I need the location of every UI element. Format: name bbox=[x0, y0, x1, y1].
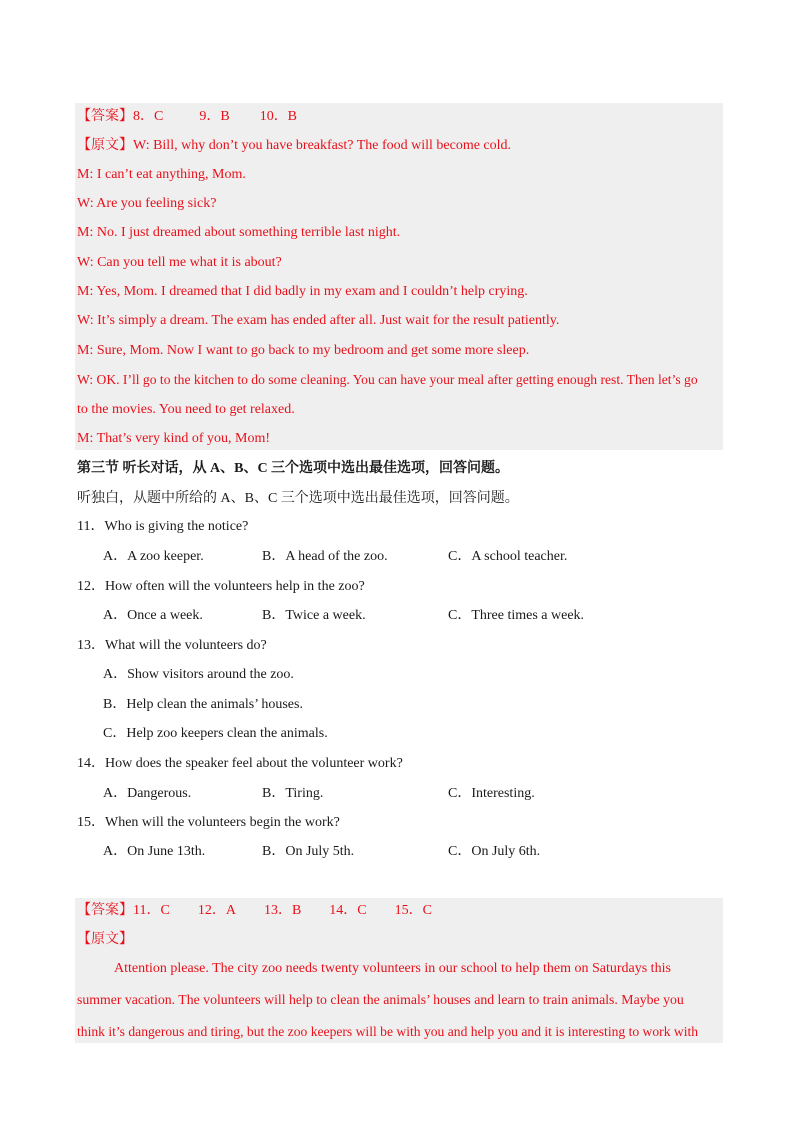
transcript-line: W: Are you feeling sick? bbox=[77, 196, 217, 211]
transcript-line: W: It’s simply a dream. The exam has ended after all. Just wait for the result patiently. bbox=[77, 313, 560, 328]
question-option: C．Three times a week. bbox=[448, 608, 585, 623]
question-option: C．Help zoo keepers clean the animals. bbox=[103, 726, 328, 741]
transcript-line: M: Sure, Mom. Now I want to go back to my bedroom and get some more sleep. bbox=[77, 343, 530, 358]
transcript-line: 【原文】W: Bill, why don’t you have breakfast? The food will become cold. bbox=[77, 138, 512, 153]
question-stem: 13．What will the volunteers do? bbox=[77, 638, 267, 653]
transcript-line: W: OK. I’ll go to the kitchen to do some cleaning. You can have your meal after getting enough rest. Then let’s go bbox=[77, 372, 698, 387]
answer-item: 12．A bbox=[197, 903, 236, 918]
transcript-line: M: Yes, Mom. I dreamed that I did badly in my exam and I couldn’t help crying. bbox=[77, 284, 528, 299]
question-option: B．A head of the zoo. bbox=[262, 549, 388, 564]
answer-item: 11．C bbox=[133, 903, 170, 918]
question-option: B．Tiring. bbox=[262, 786, 324, 801]
question-option: B．Help clean the animals’ houses. bbox=[103, 697, 303, 712]
question-stem: 15．When will the volunteers begin the work? bbox=[77, 815, 340, 830]
question-stem: 14．How does the speaker feel about the volunteer work? bbox=[77, 756, 403, 771]
transcript-line: M: That’s very kind of you, Mom! bbox=[77, 431, 271, 446]
question-option: B．Twice a week. bbox=[262, 608, 366, 623]
answer-item: 13．B bbox=[263, 903, 302, 918]
section-title: 第三节 听长对话，从 A、B、C 三个选项中选出最佳选项，回答问题。 bbox=[77, 461, 510, 476]
answer-line-1 bbox=[77, 108, 297, 126]
transcript-line: W: Can you tell me what it is about? bbox=[77, 255, 282, 270]
question-option: A．Once a week. bbox=[103, 608, 203, 623]
transcript-label: 【原文】 bbox=[77, 932, 133, 947]
question-stem: 11．Who is giving the notice? bbox=[77, 519, 249, 534]
transcript-line: summer vacation. The volunteers will help to clean the animals’ houses and learn to train animals. Maybe you bbox=[77, 992, 684, 1007]
transcript-line: to the movies. You need to get relaxed. bbox=[77, 402, 295, 417]
question-option: A．On June 13th. bbox=[103, 844, 206, 859]
transcript-line: think it’s dangerous and tiring, but the zoo keepers will be with you and help you and it is interesting to work with bbox=[77, 1024, 699, 1039]
answer-item: 15．C bbox=[394, 903, 432, 918]
transcript-line: Attention please. The city zoo needs twenty volunteers in our school to help them on Saturdays this bbox=[114, 961, 671, 976]
question-option: C．Interesting. bbox=[448, 786, 535, 801]
section-instruction: 听独白，从题中所给的 A、B、C 三个选项中选出最佳选项，回答问题。 bbox=[77, 491, 519, 506]
answer-item: 14．C bbox=[329, 903, 367, 918]
answer-label: 【答案】 bbox=[77, 903, 133, 918]
question-option: C．On July 6th. bbox=[448, 844, 541, 859]
transcript-line: M: No. I just dreamed about something terrible last night. bbox=[77, 225, 401, 240]
answer-line-2 bbox=[77, 902, 432, 920]
transcript-label: 【原文】 bbox=[77, 138, 133, 153]
answer-item: 10．B bbox=[259, 109, 298, 124]
question-option: B．On July 5th. bbox=[262, 844, 355, 859]
answer-item: 9．B bbox=[199, 109, 230, 124]
question-option: A．A zoo keeper. bbox=[103, 549, 204, 564]
question-stem: 12．How often will the volunteers help in the zoo? bbox=[77, 579, 365, 594]
answer-block-1 bbox=[75, 103, 723, 450]
question-option: A．Show visitors around the zoo. bbox=[103, 667, 294, 682]
question-option: A．Dangerous. bbox=[103, 786, 192, 801]
answer-item: 8．C bbox=[133, 109, 164, 124]
question-option: C．A school teacher. bbox=[448, 549, 568, 564]
transcript-line: M: I can’t eat anything, Mom. bbox=[77, 167, 246, 182]
answer-label: 【答案】 bbox=[77, 109, 133, 124]
